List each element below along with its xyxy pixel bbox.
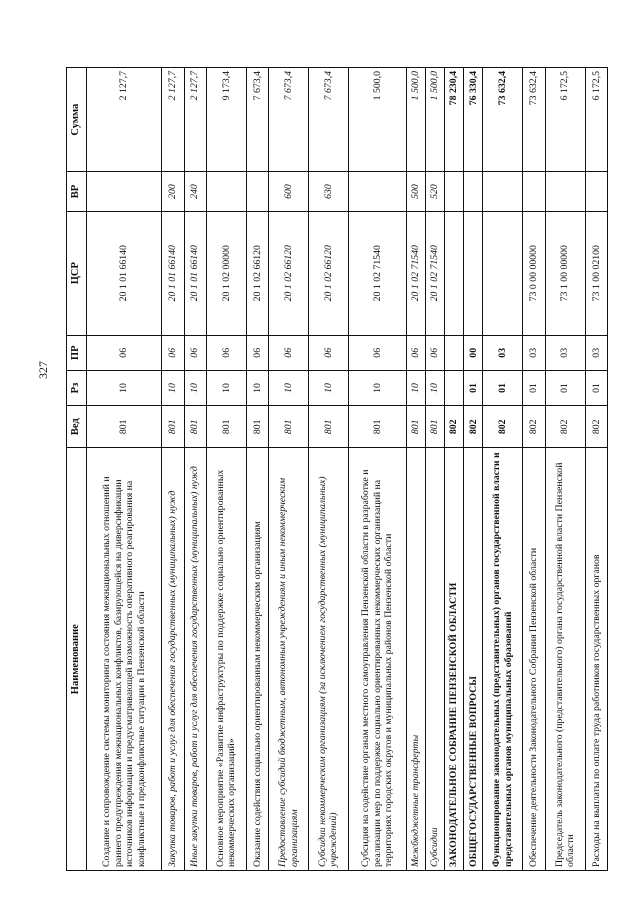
cell-ved: 801 [246,406,268,448]
table-row [348,68,406,871]
header-name: Наименование [67,448,87,871]
cell-sum: 2 127,7 [162,68,184,172]
table-row [184,68,206,871]
cell-name: Функционирование законодательных (представительных) органов государственной власти и представительных органов муниципальных образований [483,448,523,871]
cell-vr [523,172,545,211]
cell-sum: 6 172,5 [585,68,607,172]
cell-ved: 801 [87,406,162,448]
cell-csr: 20 1 01 66140 [87,211,162,335]
cell-ved: 801 [162,406,184,448]
table-row [483,68,523,871]
cell-pr: 06 [87,335,162,370]
cell-rz: 10 [309,370,349,405]
cell-vr [87,172,162,211]
table-row [523,68,545,871]
cell-sum: 2 127,7 [184,68,206,172]
cell-name: ЗАКОНОДАТЕЛЬНОЕ СОБРАНИЕ ПЕНЗЕНСКОЙ ОБЛАСТИ [445,448,464,871]
table-row [406,68,425,871]
cell-rz: 10 [206,370,246,405]
cell-csr: 20 1 02 66120 [269,211,309,335]
cell-sum: 7 673,4 [309,68,349,172]
rotated-table-wrapper [66,67,608,871]
cell-ved: 801 [406,406,425,448]
cell-pr: 06 [162,335,184,370]
cell-rz: 10 [184,370,206,405]
header-vr: ВР [67,172,87,211]
header-rz: Рз [67,370,87,405]
cell-vr [445,172,464,211]
cell-sum: 1 500,0 [406,68,425,172]
cell-csr: 20 1 02 71540 [348,211,406,335]
table-row [269,68,309,871]
cell-sum: 73 632,4 [523,68,545,172]
cell-sum: 7 673,4 [269,68,309,172]
cell-pr: 06 [348,335,406,370]
cell-rz: 10 [269,370,309,405]
cell-csr: 20 1 02 66120 [246,211,268,335]
cell-rz: 01 [585,370,607,405]
cell-ved: 801 [269,406,309,448]
table-row [162,68,184,871]
cell-pr: 06 [309,335,349,370]
cell-ved: 801 [206,406,246,448]
table-row [425,68,444,871]
table-row [545,68,585,871]
cell-sum: 73 632,4 [483,68,523,172]
cell-csr [445,211,464,335]
cell-csr: 73 1 00 00000 [545,211,585,335]
cell-pr: 03 [585,335,607,370]
table-row [585,68,607,871]
table-row [246,68,268,871]
cell-ved: 801 [309,406,349,448]
cell-name: Субсидии [425,448,444,871]
cell-sum: 76 330,4 [464,68,483,172]
cell-rz: 10 [246,370,268,405]
cell-vr [585,172,607,211]
cell-rz: 01 [523,370,545,405]
cell-sum: 2 127,7 [87,68,162,172]
cell-csr [483,211,523,335]
cell-rz: 01 [464,370,483,405]
cell-vr: 600 [269,172,309,211]
cell-vr: 500 [406,172,425,211]
cell-csr: 20 1 02 71540 [425,211,444,335]
cell-name: Обеспечение деятельности Законодательного Собрания Пензенской области [523,448,545,871]
cell-csr: 20 1 02 00000 [206,211,246,335]
cell-rz [445,370,464,405]
cell-csr: 20 1 02 71540 [406,211,425,335]
table-row [87,68,162,871]
cell-sum: 7 673,4 [246,68,268,172]
cell-sum: 9 173,4 [206,68,246,172]
cell-vr [464,172,483,211]
cell-rz: 10 [348,370,406,405]
cell-ved: 802 [483,406,523,448]
cell-csr: 73 1 00 02100 [585,211,607,335]
cell-ved: 802 [545,406,585,448]
budget-table [66,67,608,871]
cell-ved: 801 [184,406,206,448]
table-row [445,68,464,871]
cell-vr: 200 [162,172,184,211]
cell-rz: 01 [545,370,585,405]
cell-name: Закупка товаров, работ и услуг для обеспечения государственных (муниципальных) нужд [162,448,184,871]
table-body [87,68,608,871]
header-ved: Вед [67,406,87,448]
cell-ved: 802 [464,406,483,448]
cell-pr [445,335,464,370]
cell-csr [464,211,483,335]
cell-name: Создание и сопровождение системы мониторинга состояния межнациональных отношений и раннего предупреждения межнациональных конфликтов, базирующейся на диверсификации источников информации и предусматривающей возможность оперативного реагирования на конфликтные и предконфликтные ситуации в Пензенской области [87,448,162,871]
cell-sum: 1 500,0 [348,68,406,172]
cell-rz: 01 [483,370,523,405]
table-header-row [67,68,87,871]
cell-vr [348,172,406,211]
cell-sum: 1 500,0 [425,68,444,172]
cell-ved: 802 [445,406,464,448]
page-number: 327 [36,361,50,379]
cell-rz: 10 [87,370,162,405]
cell-name: Основное мероприятие «Развитие инфраструктуры по поддержке социально ориентированных некоммерческих организаций» [206,448,246,871]
table-row [309,68,349,871]
cell-pr: 06 [206,335,246,370]
cell-pr: 03 [545,335,585,370]
cell-vr [483,172,523,211]
cell-vr: 520 [425,172,444,211]
cell-name: ОБЩЕГОСУДАРСТВЕННЫЕ ВОПРОСЫ [464,448,483,871]
cell-rz: 10 [162,370,184,405]
cell-vr [246,172,268,211]
cell-vr [545,172,585,211]
cell-name: Межбюджетные трансферты [406,448,425,871]
header-pr: ПР [67,335,87,370]
cell-vr: 240 [184,172,206,211]
cell-pr: 06 [269,335,309,370]
cell-csr: 20 1 01 66140 [162,211,184,335]
cell-name: Предоставление субсидий бюджетным, автономным учреждениям и иным некоммерческим организациям [269,448,309,871]
header-sum: Сумма [67,68,87,172]
cell-name: Иные закупки товаров, работ и услуг для обеспечения государственных (муниципальных) нужд [184,448,206,871]
cell-pr: 00 [464,335,483,370]
cell-rz: 10 [425,370,444,405]
cell-pr: 06 [246,335,268,370]
cell-ved: 801 [425,406,444,448]
cell-pr: 03 [523,335,545,370]
cell-pr: 06 [406,335,425,370]
cell-pr: 03 [483,335,523,370]
cell-csr: 20 1 01 66140 [184,211,206,335]
table-row [206,68,246,871]
cell-vr [206,172,246,211]
header-csr: ЦСР [67,211,87,335]
cell-sum: 78 230,4 [445,68,464,172]
cell-name: Субсидии некоммерческим организациям (за исключением государственных (муниципальных) учреждений) [309,448,349,871]
cell-name: Председатель законодательного (представительного) органа государственной власти Пензенской области [545,448,585,871]
table-row [464,68,483,871]
cell-ved: 802 [523,406,545,448]
cell-name: Расходы на выплаты по оплате труда работников государственных органов [585,448,607,871]
cell-name: Субсидия на содействие органам местного самоуправления Пензенской области в разработке и реализации мер по поддержке социально ориентированных некоммерческих организаций на территориях городских округов и муниципальных районов Пензенской области [348,448,406,871]
cell-ved: 801 [348,406,406,448]
cell-ved: 802 [585,406,607,448]
cell-sum: 6 172,5 [545,68,585,172]
cell-rz: 10 [406,370,425,405]
cell-vr: 630 [309,172,349,211]
cell-pr: 06 [425,335,444,370]
cell-csr: 20 1 02 66120 [309,211,349,335]
cell-pr: 06 [184,335,206,370]
cell-csr: 73 0 00 00000 [523,211,545,335]
cell-name: Оказание содействия социально ориентированным некоммерческим организациям [246,448,268,871]
